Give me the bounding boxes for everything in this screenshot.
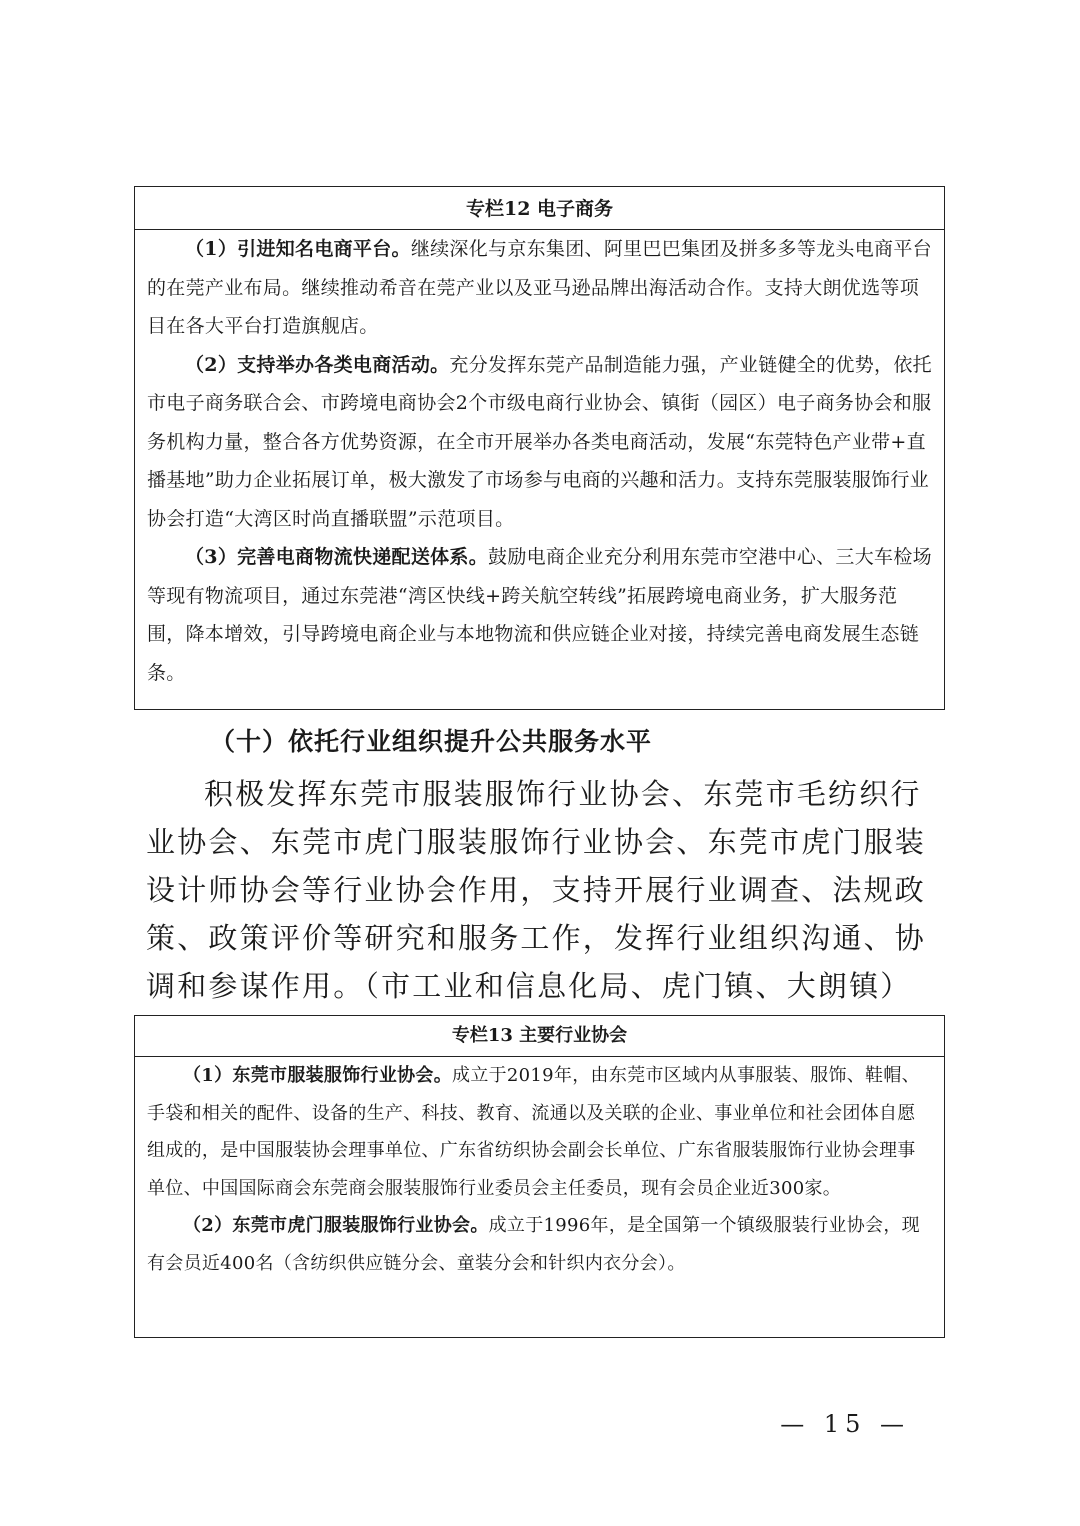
column-box-12-title: 专栏12 电子商务 <box>135 187 944 230</box>
list-item <box>147 346 932 539</box>
item-text: 充分发挥东莞产品制造能力强，产业链健全的优势，依托市电子商务联合会、市跨境电商协会2个市级电商行业协会、镇街（园区）电子商务协会和服务机构力量，整合各方优势资源，在全市开展举办各类电商活动，发展“东莞特色产业带+直播基地”助力企业拓展订单，极大激发了市场参与电商的兴趣和活力。支持东莞服装服饰行业协会打造“大湾区时尚直播联盟”示范项目。 <box>147 353 932 530</box>
item-heading: （3）完善电商物流快递配送体系。 <box>185 546 489 568</box>
list-item <box>147 230 932 346</box>
section-title: （十）依托行业组织提升公共服务水平 <box>210 727 653 756</box>
column-box-13 <box>134 1015 945 1338</box>
column-box-12 <box>134 186 945 710</box>
column-box-13-body <box>135 1057 944 1282</box>
page-number: — 15 — <box>780 1410 910 1438</box>
item-heading: （1）东莞市服装服饰行业协会。 <box>183 1065 453 1086</box>
item-heading: （2）东莞市虎门服装服饰行业协会。 <box>183 1215 489 1236</box>
list-item <box>147 1207 932 1282</box>
list-item <box>147 538 932 692</box>
list-item <box>147 1057 932 1207</box>
item-text: 成立于2019年，由东莞市区域内从事服装、服饰、鞋帽、手袋和相关的配件、设备的生产、科技、教育、流通以及关联的企业、事业单位和社会团体自愿组成的，是中国服装协会理事单位、广东省纺织协会副会长单位、广东省服装服饰行业协会理事单位、中国国际商会东莞商会服装服饰行业委员会主任委员，现有会员企业近300家。 <box>147 1065 920 1199</box>
section-body: 积极发挥东莞市服装服饰行业协会、东莞市毛纺织行业协会、东莞市虎门服装服饰行业协会、东莞市虎门服装设计师协会等行业协会作用，支持开展行业调查、法规政策、政策评价等研究和服务工作，发挥行业组织沟通、协调和参谋作用。（市工业和信息化局、虎门镇、大朗镇） <box>146 777 927 1003</box>
item-text: 鼓励电商企业充分利用东莞市空港中心、三大车检场等现有物流项目，通过东莞港“湾区快线+跨关航空转线”拓展跨境电商业务，扩大服务范围，降本增效，引导跨境电商企业与本地物流和供应链企业对接，持续完善电商发展生态链条。 <box>147 546 932 684</box>
item-heading: （2）支持举办各类电商活动。 <box>185 353 450 376</box>
item-text: 成立于1996年，是全国第一个镇级服装行业协会，现有会员近400名（含纺织供应链分会、童装分会和针织内衣分会）。 <box>147 1215 920 1274</box>
column-box-12-body <box>135 230 944 692</box>
column-box-13-title: 专栏13 主要行业协会 <box>135 1016 944 1057</box>
item-text: 继续深化与京东集团、阿里巴巴集团及拼多多等龙头电商平台的在莞产业布局。继续推动希音在莞产业以及亚马逊品牌出海活动合作。支持大朗优选等项目在各大平台打造旗舰店。 <box>147 238 932 337</box>
item-heading: （1）引进知名电商平台。 <box>185 238 411 260</box>
